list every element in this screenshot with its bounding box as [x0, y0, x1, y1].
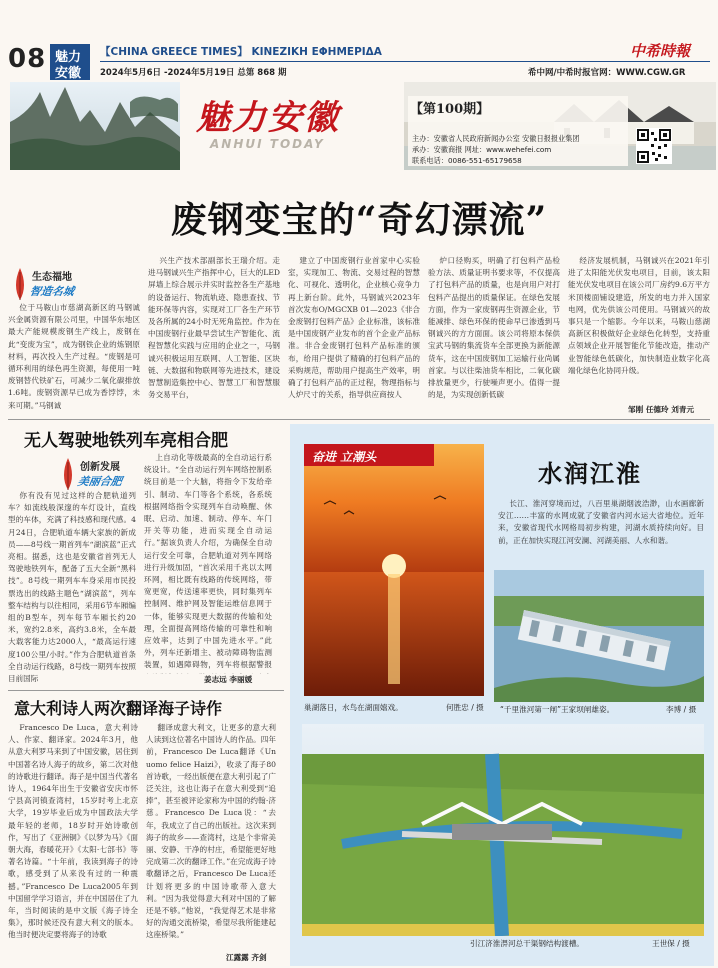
sponsor-value: 安徽省人民政府新闻办公室 安徽日报报业集团	[433, 134, 580, 143]
phone-label: 联系电话：	[412, 156, 448, 165]
section-tag-ecology	[8, 264, 90, 302]
photo3-credit: 王世保 / 摄	[652, 939, 690, 948]
photo3-caption: 引江济淮淠河总干渠钢结构渡槽。	[470, 939, 584, 948]
section-tag-sub: 美丽合肥	[76, 475, 124, 488]
header-rule	[100, 61, 710, 62]
article3-col1: Francesco De Luca，意大利诗人、作家、翻译家。2024年3月，他从意大利罗马来到了中国安徽，居住到中国著名诗人海子的故乡，第二次对他的诗歌进行翻译。海子是中国当代著名诗人，1964年出生于安徽省安庆市怀宁县高河镇查湾村，15岁时考上北京大学，19岁毕业后成为中国政法大学最年轻的老师，18岁时开始诗歌创作，写出了《亚洲铜》《以梦为马》《面朝大海，春暖花开》《太阳·七部书》等著名诗篇。“十年前，我读到海子的诗歌，感受到了从来没有过的一种震撼。”Francesco De Luca2005年到中国留学学习语言，并在中国居住了九年，当时阅读的是中文版《海子诗全集》，那时候还没有意大利文的版本。他当时便决定要将海子的诗歌	[8, 723, 138, 940]
banner	[0, 82, 718, 170]
section-tag-sub: 智造名城	[28, 285, 76, 298]
article3-col2: 翻译成意大利文，让更多的意大利人读到这位著名中国诗人的作品。四年前，Francesco De Luca翻译《Un uomo felice Haizi》，收录了海子80首诗歌，一经出版便在意大利引起了广泛关注，这也让海子在意大利受到“追捧”，甚至被评论家称为中国的约翰·济慈。Francesco De Luca说：“去年，我成立了自己的出版社。这次来到海子的故乡——查湾村，这是个非常美丽、安静、干净的村庄，希望能更好地完成第二次的翻译工作。”在完成海子诗歌翻译之后，Francesco De Luca还计划将更多的中国诗歌带入意大利。“因为我觉得意大利对中国的了解还是不够。”他说，“我觉得艺术是非常好的沟通交流桥梁，希望尽我所能建起这座桥梁。”	[146, 723, 276, 940]
section-badge	[50, 44, 90, 80]
photo1-credit: 何胜忠 / 摄	[446, 703, 484, 712]
banner-mountain-image	[10, 82, 180, 170]
sponsor-label: 主办：	[412, 134, 434, 143]
section-tag-innovation	[56, 454, 138, 492]
issue-dates: 2024年5月6日 -2024年5月19日 总第 868 期	[100, 68, 287, 78]
section-tag-title: 创新发展	[80, 462, 120, 473]
banner-info-box	[408, 96, 628, 166]
page-header	[0, 0, 718, 80]
photo2-credit: 李博 / 摄	[666, 705, 697, 714]
photo-sunset-lake[interactable]	[304, 444, 484, 696]
article2-col2: 上自动化等级最高的全自动运行系统设计。“全自动运行列车网络控制系统目前是一个大脑，将指令下发给牵引、制动、车门等各个系统，各系统根据网络指令实现列车自动唤醒、休眠、启动、加速、制动、停车、车门开关等功能，进而实现全自动运行。”据该负责人介绍，为确保全自动运行安全可靠，合肥轨道对列车网络进行升级加固，“首次采用千兆以太网环网，相比既有线路的传统网络，带宽更宽，传送速率更快，同时集列车控制网、维护网及智能运维信息网于一体，能够实现更大数据的传输和处理，全面提高网络传输的可靠性和响应效率，达到了中国先进水平。”此外，列车还新增主、被动障碍物监测装置，如遇障碍物，列车将根据警报	[144, 453, 272, 670]
article1-col2: 兴生产技术部副部长王瑞介绍。走进马钢诚兴生产指挥中心，巨大的LED屏墙上综合展示并实时监控各生产基地的设备运行、物流轨迹、隐患查找、节能环保等内容，实现对工厂各生产环节及各所属的24小时无死角监控。作为在中国废钢行业最早尝试生产智能化、流程智慧化实践与应用的企业之一，马钢诚兴积极运用互联网、人工智能、区块链、大数据和物联网等先进技术，建设智慧制造集控中心、智慧工厂和智慧服务交易平台，	[148, 256, 280, 400]
article1-col5: 经济发展机制，马钢诚兴在2021年引进了太阳能光伏发电项目，目前，该太阳能光伏发电项目在该公司厂房约9.6万平方米顶楼面铺设建造，所发的电力并入国家电网，优先供该公司使用。马钢诚兴的故事只是一个缩影。今年以来，马鞍山慈湖高新区积极做好企业绿色化转型，支持重点领域企业开展智能化节能改造，推动产业智能绿色低碳化，加快制造业数字化高端化绿色化协同升级。	[568, 256, 710, 375]
photo-aqueduct[interactable]	[302, 724, 704, 936]
paper-name: 【CHINA GREECE TIMES】 KINEZIKH EΦHMEPIΔA	[100, 46, 382, 58]
banner-title: 魅力安徽	[196, 98, 340, 138]
section-divider	[8, 419, 710, 420]
article2-headline: 无人驾驶地铁列车亮相合肥	[24, 431, 228, 451]
article1-byline: 邹刚 任德玲 刘青元	[628, 405, 695, 414]
section-line2: 安徽	[55, 66, 82, 81]
issue-number: 【第100期】	[410, 102, 490, 117]
stamp-banner	[304, 444, 434, 466]
phone-line	[412, 156, 522, 166]
section-line1: 魅力	[55, 50, 82, 65]
banner-subtitle: ANHUI TODAY	[210, 137, 325, 151]
photo-wangjiaba-sluice[interactable]	[494, 570, 704, 702]
article1-col4: 炉口径购买，明确了打包料产品检验方法、质量证明书要求等，不仅提高了打包料产品的质量，也是向用户对打包料产品提出的质量保证。在绿色发展方面，作为一家废钢再生资源企业，节能减排、绿色环保的使命早已渗透到马钢诚兴的方方面面。该公司将原本保供宝武马钢的集流货车全部更换为新能源货车，这在中国废钢加工运输行业尚属首家。与以往柴油货车相比，二氧化碳排放量更少，行驶噪声更小。值得一提的是，为实现创新低碳	[428, 256, 560, 400]
photo1-caption: 巢湖落日，水鸟在湖面嬉戏。	[304, 703, 403, 712]
article1-col3: 建立了中国废钢行业首家中心实验室，实现加工、物流、交易过程的智慧化、可视化、透明化，企业核心竞争力再上新台阶。此外，马钢诚兴2023年首次发布O/MGCXB 01—2023《非合金废钢打包料产品》企业标准，该标准是中国废钢产业发布的首个企业产品标准。非合金废钢打包料产品标准的颁布，给用户提供了精确的打包料产品的采购规范，帮助用户提高生产效率，明确了打包料产品的正过程，物理指标与人炉尺寸的关系，指导供应商按人	[288, 256, 420, 400]
host-line	[412, 145, 551, 155]
page-number: 08	[8, 44, 47, 74]
sponsor-line	[412, 134, 580, 144]
stamp-text: 奋进 立潮头	[312, 450, 377, 464]
feature-title: 水润江淮	[538, 459, 642, 488]
section-divider	[8, 690, 284, 691]
photo2-caption: “千里淮河第一闸”王家坝闸雄姿。	[500, 705, 615, 714]
feature-panel	[290, 424, 714, 966]
article2-byline: 姜志远 李丽媛	[204, 675, 253, 684]
section-tag-title: 生态福地	[32, 272, 72, 283]
feature-intro: 长江、淮河穿境而过，八百里巢湖烟波浩渺，山水画廊新安江……丰富的水网成就了安徽省内河水运大省地位。近年来，安徽省现代水网格局初步构建，河湖水质持续向好。目前，正在加快实现江河安澜、河湖美丽、人水和谐。	[498, 499, 704, 545]
leaf-icon	[58, 456, 78, 490]
sponsor-site: 希中网/中希时报官网：WWW.CGW.GR	[528, 68, 686, 78]
phone-value: 0086-551-65179658	[447, 156, 522, 165]
main-title: 废钢变宝的“奇幻漂流”	[170, 199, 548, 241]
article3-byline: 江露露 齐剑	[226, 953, 267, 962]
leaf-icon	[10, 266, 30, 300]
article1-col1: 位于马鞍山市慈湖高新区的马钢诚兴金属资源有限公司里，中国华东地区最大产能规模废钢生产线上，废钢在此“变废为宝”，成为钢铁企业的炼钢原材料，再次投入生产过程。“废钢是可循环利用的绿色再生资源，每使用一吨废钢替代铁矿石，可减少二氧化碳排放1.6吨。废钢资源早已成为香饽饽，未来可期。”马钢诚	[8, 303, 140, 410]
host-value: 安徽商报 网址：www.wehefei.com	[433, 145, 552, 154]
article2-col1: 你有没有见过这样的合肥轨道列车？如流线般深邃的车灯设计，直线型的车体，充满了科技感和现代感。4月24日，合肥轨道车辆大家族的新成员——8号线一期首列车“湖滨蓝”正式亮相。据悉，这也是安徽省首列无人驾驶地铁列车，配备了五大全新“黑科技”。8号线一期列车车身采用市民投票选出的线路主题色“湖滨蓝”，列车整车结构与以往相同，采用6节车厢编组的B型车，列车每节车厢长约20米，宽约2.8米，高约3.8米，全车最大载客能力达2000人，“最高运行速度100公里/小时。”作为合肥轨道首条全自动运行线路，8号线一期列车按照目前国际	[8, 491, 136, 684]
host-label: 承办：	[412, 145, 434, 154]
article3-headline: 意大利诗人两次翻译海子诗作	[14, 699, 223, 718]
paper-logo: 中希時報	[630, 42, 691, 60]
qr-code-icon[interactable]	[636, 128, 672, 164]
